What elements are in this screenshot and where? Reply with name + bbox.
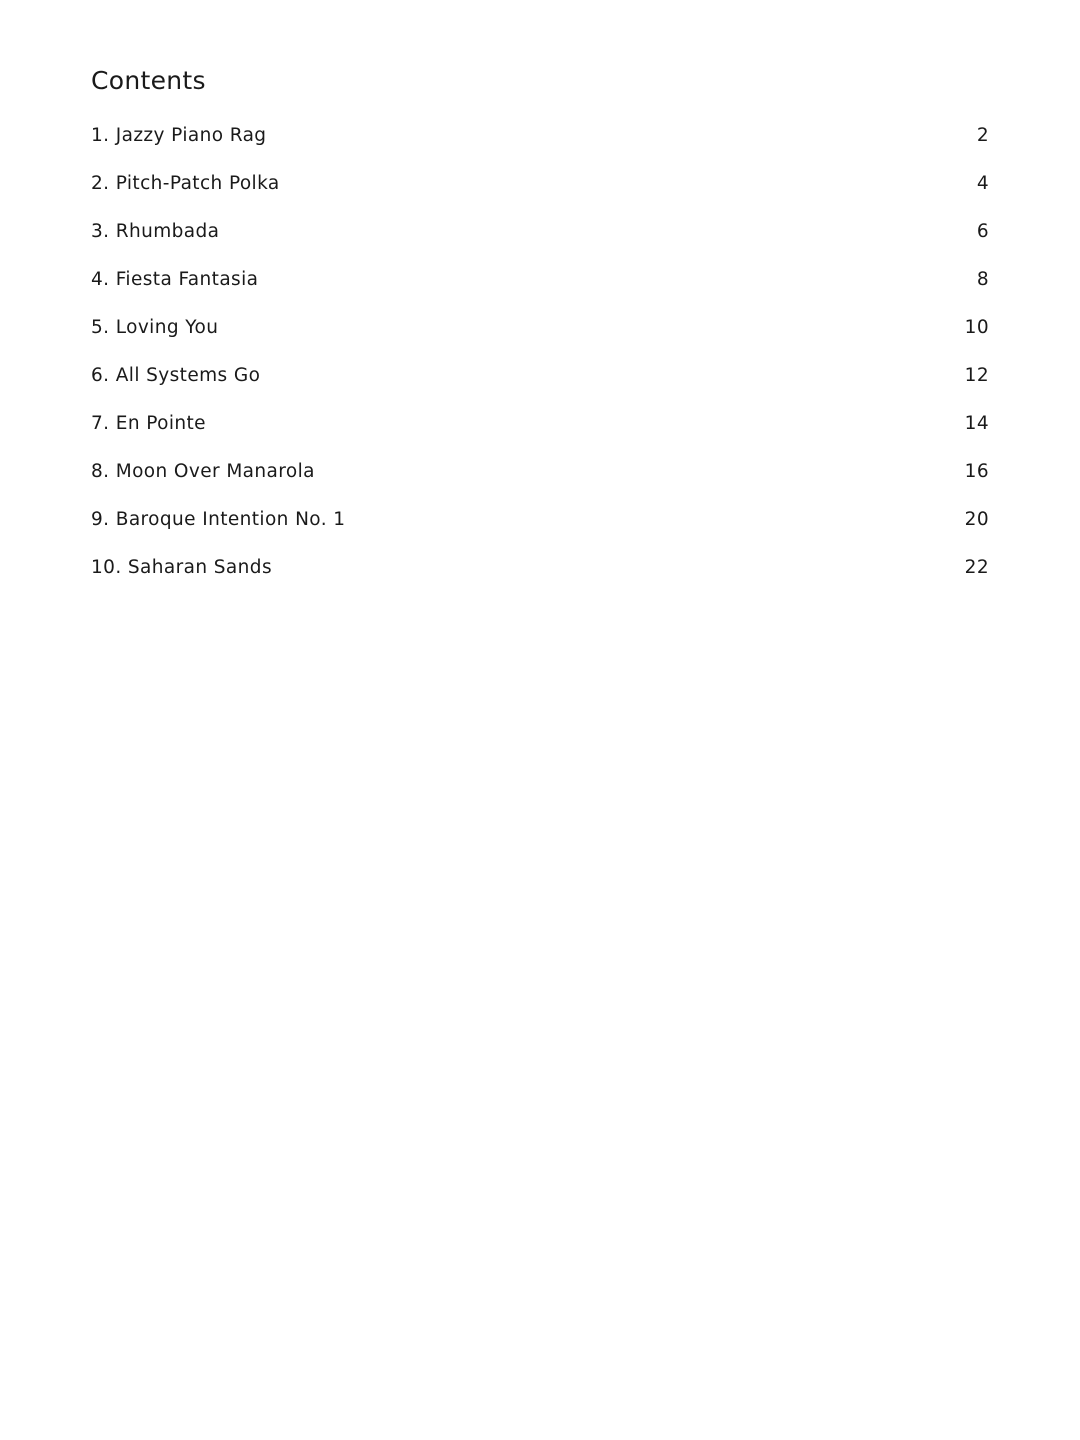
toc-entry xyxy=(91,408,989,456)
toc-entry-page: 10 xyxy=(964,317,989,338)
toc-entry xyxy=(91,360,989,408)
toc-entry-page: 12 xyxy=(964,365,989,386)
toc-entry xyxy=(91,120,989,168)
toc-entry-title: 6. All Systems Go xyxy=(91,365,261,386)
toc-entry xyxy=(91,552,989,600)
toc-entry-title: 10. Saharan Sands xyxy=(91,557,272,578)
toc-entry-title: 5. Loving You xyxy=(91,317,219,338)
toc-entry-page: 2 xyxy=(976,125,989,146)
toc-entry xyxy=(91,264,989,312)
toc-entry-page: 16 xyxy=(964,461,989,482)
toc-entry-title: 8. Moon Over Manarola xyxy=(91,461,315,482)
toc-entry-page: 14 xyxy=(964,413,989,434)
toc-entry-title: 2. Pitch-Patch Polka xyxy=(91,173,280,194)
toc-entry-page: 22 xyxy=(964,557,989,578)
contents-heading: Contents xyxy=(91,66,206,95)
toc-entry-title: 1. Jazzy Piano Rag xyxy=(91,125,267,146)
toc-entry xyxy=(91,312,989,360)
toc-entry xyxy=(91,168,989,216)
table-of-contents xyxy=(91,120,989,600)
toc-entry xyxy=(91,456,989,504)
toc-entry-title: 9. Baroque Intention No. 1 xyxy=(91,509,346,530)
toc-entry-page: 8 xyxy=(976,269,989,290)
toc-entry-page: 6 xyxy=(976,221,989,242)
toc-entry xyxy=(91,216,989,264)
toc-entry-title: 7. En Pointe xyxy=(91,413,206,434)
toc-entry-title: 3. Rhumbada xyxy=(91,221,220,242)
toc-entry xyxy=(91,504,989,552)
toc-entry-page: 4 xyxy=(976,173,989,194)
toc-entry-page: 20 xyxy=(964,509,989,530)
toc-entry-title: 4. Fiesta Fantasia xyxy=(91,269,259,290)
